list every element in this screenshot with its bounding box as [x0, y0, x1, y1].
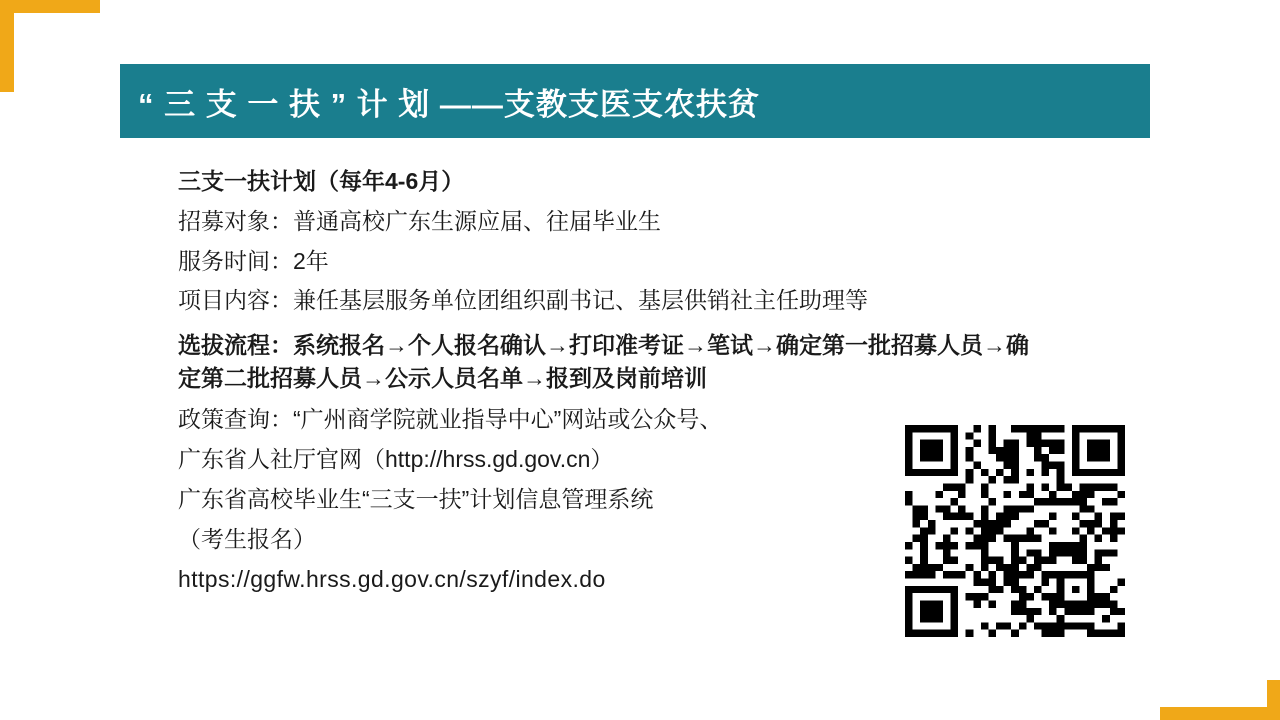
policy-query-line-2: 广东省人社厅官网（http://hrss.gd.gov.cn）	[178, 446, 614, 473]
slide-title: “ 三 支 一 扶 ” 计 划 ——支教支医支农扶贫	[138, 86, 760, 122]
corner-accent-bottom-right-horizontal	[1160, 707, 1280, 720]
slide-title-bar	[120, 64, 1150, 138]
body-heading: 三支一扶计划（每年4-6月）	[178, 168, 465, 194]
qr-code[interactable]	[905, 425, 1125, 637]
service-duration-line: 服务时间：2年	[178, 247, 329, 274]
qr-code-container	[905, 425, 1125, 637]
corner-accent-top-left-horizontal	[0, 0, 100, 13]
selection-process-paragraph: 选拔流程：系统报名→个人报名确认→打印准考证→笔试→确定第一批招募人员→确定第二批招募人员→公示人员名单→报到及岗前培训	[178, 332, 1029, 391]
system-name-line-1: 广东省高校毕业生“三支一扶”计划信息管理系统	[178, 486, 654, 512]
system-name-line-2: （考生报名）	[178, 525, 316, 552]
policy-query-line-1: 政策查询：“广州商学院就业指导中心”网站或公众号、	[178, 406, 723, 433]
recruit-target-line: 招募对象：普通高校广东生源应届、往届毕业生	[178, 207, 661, 234]
corner-accent-bottom-right-vertical	[1267, 680, 1280, 720]
registration-url[interactable]: https://ggfw.hrss.gd.gov.cn/szyf/index.do	[178, 565, 606, 592]
corner-accent-top-left-vertical	[0, 0, 14, 92]
project-content-line: 项目内容：兼任基层服务单位团组织副书记、基层供销社主任助理等	[178, 287, 868, 314]
